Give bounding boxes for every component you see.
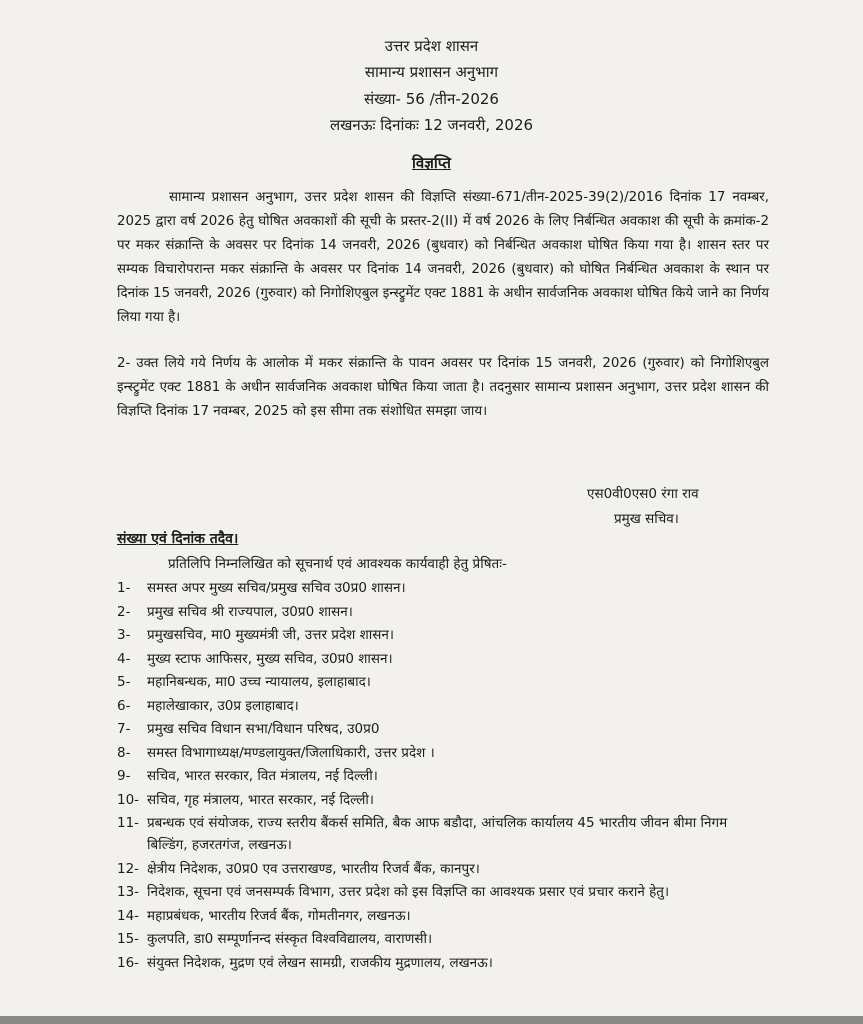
list-item: 12- क्षेत्रीय निदेशक, उ0प्र0 एव उत्तराखण्ड, भारतीय रिजर्व बैंक, कानपुर। — [117, 860, 480, 877]
list-item: 10- सचिव, गृह मंत्रालय, भारत सरकार, नई दिल्ली। — [117, 791, 374, 808]
scan-edge — [0, 1016, 863, 1024]
notification-title: विज्ञप्ति — [412, 154, 451, 172]
list-item: 8- समस्त विभागाध्यक्ष/मण्डलायुक्त/जिलाधिकारी, उत्तर प्रदेश । — [117, 744, 435, 761]
signatory-name: एस0वी0एस0 रंगा राव — [587, 486, 699, 502]
list-item: 15- कुलपति, डा0 सम्पूर्णानन्द संस्कृत विश्वविद्यालय, वाराणसी। — [117, 931, 433, 947]
copy-heading: संख्या एवं दिनांक तदैव। — [117, 531, 239, 547]
list-item: 14- महाप्रबंधक, भारतीय रिजर्व बैंक, गोमतीनगर, लखनऊ। — [117, 907, 411, 924]
list-item: 11- प्रबन्धक एवं संयोजक, राज्य स्तरीय बैंकर्स समिति, बैक आफ बडौदा, आंचलिक कार्यालय 45 भारतीय जीवन बीमा निगम बिल्डिंग, हजरतगंज, लखनऊ। — [117, 815, 728, 853]
list-item: 16- संयुक्त निदेशक, मुद्रण एवं लेखन सामग्री, राजकीय मुद्रणालय, लखनऊ। — [117, 954, 493, 971]
list-item: 9- सचिव, भारत सरकार, वित मंत्रालय, नई दिल्ली। — [117, 768, 378, 784]
header-government: उत्तर प्रदेश शासन — [384, 37, 479, 55]
header-department: सामान्य प्रशासन अनुभाग — [364, 63, 499, 81]
header-date: लखनऊः दिनांकः 12 जनवरी, 2026 — [329, 116, 534, 134]
paragraph-1: सामान्य प्रशासन अनुभाग, उत्तर प्रदेश शासन की विज्ञप्ति संख्या-671/तीन-2025-39(2)/2016 दिनांक 17 नवम्बर, 2025 द्वारा वर्ष 2026 हेतु घोषित अवकाशों की सूची के प्रस्तर-2(II) में वर्ष 2026 के लिए निर्बन्धित अवकाश की सूची के क्रमांक-2 पर मकर संक्रान्ति के अवसर पर दिनांक 14 जनवरी, 2026 (बुधवार) को निर्बन्धित अवकाश घोषित किया गया है। शासन स्तर पर सम्यक विचारोपरान्त मकर संक्रान्ति के अवसर पर दिनांक 14 जनवरी, 2026 (बुधवार) को घोषित निर्बन्धित अवकाश के स्थान पर दिनांक 15 जनवरी, 2026 (गुरुवार) को निगोशिएबुल इन्स्ट्रुमेंट एक्ट 1881 के अधीन सार्वजनिक अवकाश घोषित किये जाने का निर्णय लिया गया है। — [117, 190, 769, 325]
signatory-designation: प्रमुख सचिव। — [614, 511, 679, 527]
list-item: 1- समस्त अपर मुख्य सचिव/प्रमुख सचिव उ0प्र0 शासन। — [117, 580, 406, 596]
copy-intro: प्रतिलिपि निम्नलिखित को सूचनार्थ एवं आवश्यक कार्यवाही हेतु प्रेषितः- — [168, 556, 507, 572]
paragraph-2: 2- उक्त लिये गये निर्णय के आलोक में मकर संक्रान्ति के पावन अवसर पर दिनांक 15 जनवरी, 2026 (गुरुवार) को निगोशिएबुल इन्स्ट्रुमेंट एक्ट 1881 के अधीन सार्वजनिक अवकाश घोषित किया जाता है। तदनुसार सामान्य प्रशासन अनुभाग, उत्तर प्रदेश शासन की विज्ञप्ति दिनांक 17 नवम्बर, 2025 को इस सीमा तक संशोधित समझा जाय। — [117, 356, 769, 419]
list-item: 7- प्रमुख सचिव विधान सभा/विधान परिषद, उ0प्र0 — [117, 721, 380, 737]
list-item: 4- मुख्य स्टाफ आफिसर, मुख्य सचिव, उ0प्र0 शासन। — [117, 650, 393, 667]
header-reference-number: संख्या- 56 /तीन-2026 — [364, 90, 499, 108]
list-item: 2- प्रमुख सचिव श्री राज्यपाल, उ0प्र0 शासन। — [117, 603, 353, 620]
list-item: 3- प्रमुखसचिव, मा0 मुख्यमंत्री जी, उत्तर प्रदेश शासन। — [117, 627, 395, 643]
list-item: 13- निदेशक, सूचना एवं जनसम्पर्क विभाग, उत्तर प्रदेश को इस विज्ञप्ति का आवश्यक प्रसार एवं प्रचार कराने हेतु। — [117, 884, 670, 900]
recipient-list — [117, 577, 757, 975]
list-item: 6- महालेखाकार, उ0प्र इलाहाबाद। — [117, 697, 299, 714]
list-item: 5- महानिबन्धक, मा0 उच्च न्यायालय, इलाहाबाद। — [117, 674, 371, 690]
